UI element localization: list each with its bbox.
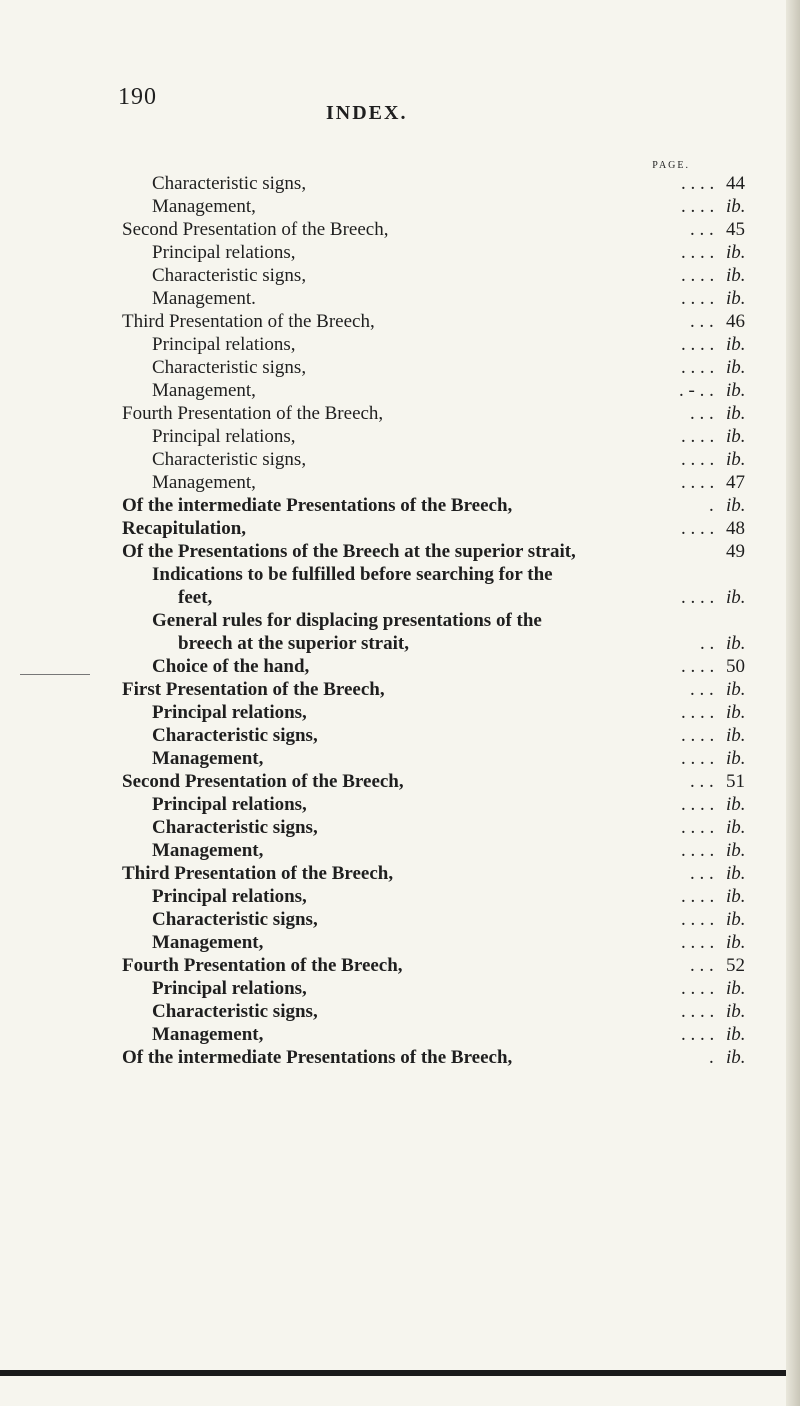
index-entry (0, 333, 800, 356)
index-entry (0, 402, 800, 425)
entry-page-number: ib. (726, 265, 746, 286)
entry-leader-dots: . . . . (681, 656, 715, 677)
index-entry (0, 977, 800, 1000)
entry-page-number: ib. (726, 449, 746, 470)
entry-page-number: ib. (726, 196, 746, 217)
entry-label: Principal relations, (152, 794, 307, 815)
entry-leader-dots: . . . . (681, 794, 715, 815)
entry-page-number: ib. (726, 334, 746, 355)
entry-leader-dots: . . . . (681, 472, 715, 493)
entry-leader-dots: . . . . (681, 449, 715, 470)
index-entry (0, 287, 800, 310)
entry-leader-dots: . . . (690, 311, 714, 332)
index-entry (0, 517, 800, 540)
entry-label: Management, (152, 932, 264, 953)
entry-page-number: ib. (726, 288, 746, 309)
entry-page-number: ib. (726, 1001, 746, 1022)
entry-label: Management, (152, 472, 256, 493)
entry-label: Choice of the hand, (152, 656, 310, 677)
page-edge (786, 0, 800, 1406)
index-entry (0, 563, 800, 586)
entry-page-number: ib. (726, 840, 746, 861)
page-number: 190 (118, 84, 157, 110)
entry-page-number: ib. (726, 1024, 746, 1045)
entry-leader-dots: . . . . (681, 817, 715, 838)
entry-label: Principal relations, (152, 702, 307, 723)
entry-page-number: 52 (726, 955, 745, 976)
entry-leader-dots: . . . (690, 219, 714, 240)
entry-label: Second Presentation of the Breech, (122, 219, 389, 240)
entry-label: Characteristic signs, (152, 265, 307, 286)
entry-page-number: 47 (726, 472, 745, 493)
entry-page-number: ib. (726, 886, 746, 907)
index-entry (0, 816, 800, 839)
entry-leader-dots: . . . (690, 771, 714, 792)
entry-label: Characteristic signs, (152, 909, 318, 930)
entry-leader-dots: . . . (690, 403, 714, 424)
entry-leader-dots: . . . . (681, 334, 715, 355)
entry-page-number: ib. (726, 702, 746, 723)
entry-page-number: 48 (726, 518, 745, 539)
entry-label: Principal relations, (152, 242, 296, 263)
entry-label: General rules for displacing presentations of the (152, 610, 542, 631)
index-entry (0, 885, 800, 908)
entry-label: Management, (152, 196, 256, 217)
entry-page-number: ib. (726, 932, 746, 953)
index-entry (0, 862, 800, 885)
entry-page-number: ib. (726, 909, 746, 930)
entry-leader-dots: . (709, 495, 714, 516)
entry-page-number: ib. (726, 633, 746, 654)
index-entry (0, 195, 800, 218)
index-entry (0, 793, 800, 816)
index-entry (0, 310, 800, 333)
entry-page-number: ib. (726, 863, 746, 884)
entry-label: Characteristic signs, (152, 725, 318, 746)
entry-leader-dots: . . . . (681, 518, 715, 539)
entry-leader-dots: . . . . (681, 196, 715, 217)
entry-leader-dots: . . . . (681, 242, 715, 263)
index-entry (0, 1000, 800, 1023)
entry-label: Principal relations, (152, 886, 307, 907)
entry-leader-dots: . (709, 1047, 714, 1068)
entry-label: Indications to be fulfilled before searching for the (152, 564, 553, 585)
entry-label: Principal relations, (152, 334, 296, 355)
entry-label: Characteristic signs, (152, 449, 307, 470)
entry-page-number: ib. (726, 495, 746, 516)
bottom-rule (0, 1370, 786, 1376)
entry-label: breech at the superior strait, (178, 633, 409, 654)
index-entry (0, 448, 800, 471)
entry-leader-dots: . . . . (681, 840, 715, 861)
index-entry (0, 379, 800, 402)
margin-pencil-mark (20, 674, 90, 683)
entry-label: Management, (152, 748, 264, 769)
entry-page-number: ib. (726, 1047, 746, 1068)
index-entry (0, 931, 800, 954)
entry-leader-dots: . . . . (681, 357, 715, 378)
entry-label: Recapitulation, (122, 518, 247, 539)
page-column-header: PAGE. (652, 160, 690, 171)
entry-page-number: 49 (726, 541, 745, 562)
entry-leader-dots: . . . . (681, 587, 715, 608)
entry-leader-dots: . . . . (681, 426, 715, 447)
entry-leader-dots: . . . . (681, 886, 715, 907)
entry-label: Management, (152, 1024, 264, 1045)
entry-label: Principal relations, (152, 978, 307, 999)
entry-label: Characteristic signs, (152, 817, 318, 838)
index-entry (0, 747, 800, 770)
running-head: INDEX. (326, 102, 408, 124)
entry-page-number: ib. (726, 978, 746, 999)
entry-page-number: ib. (726, 403, 746, 424)
entry-leader-dots: . . (700, 633, 715, 654)
entry-page-number: 50 (726, 656, 745, 677)
index-entry (0, 632, 800, 655)
entry-label: Fourth Presentation of the Breech, (122, 403, 384, 424)
entry-label: Of the intermediate Presentations of the Breech, (122, 1047, 513, 1068)
entry-leader-dots: . . . (690, 955, 714, 976)
entry-label: Management. (152, 288, 256, 309)
index-entries (0, 172, 800, 1069)
index-entry (0, 839, 800, 862)
index-entry (0, 724, 800, 747)
entry-page-number: 51 (726, 771, 745, 792)
entry-leader-dots: . . . . (681, 909, 715, 930)
entry-label: Fourth Presentation of the Breech, (122, 955, 403, 976)
entry-page-number: ib. (726, 725, 746, 746)
entry-label: Of the intermediate Presentations of the Breech, (122, 495, 513, 516)
entry-page-number: ib. (726, 748, 746, 769)
entry-leader-dots: . . . . (681, 702, 715, 723)
index-entry (0, 908, 800, 931)
entry-label: Second Presentation of the Breech, (122, 771, 404, 792)
entry-page-number: ib. (726, 357, 746, 378)
index-entry (0, 586, 800, 609)
entry-page-number: ib. (726, 817, 746, 838)
index-entry (0, 241, 800, 264)
entry-leader-dots: . . . . (681, 978, 715, 999)
index-entry (0, 701, 800, 724)
entry-label: Characteristic signs, (152, 357, 307, 378)
entry-label: Management, (152, 380, 256, 401)
index-entry (0, 1023, 800, 1046)
entry-page-number: 45 (726, 219, 745, 240)
entry-leader-dots: . - . . (679, 380, 714, 401)
index-entry (0, 218, 800, 241)
entry-label: First Presentation of the Breech, (122, 679, 385, 700)
entry-page-number: ib. (726, 679, 746, 700)
entry-page-number: 44 (726, 173, 745, 194)
entry-label: Characteristic signs, (152, 1001, 318, 1022)
entry-page-number: ib. (726, 426, 746, 447)
entry-leader-dots: . . . . (681, 725, 715, 746)
entry-page-number: ib. (726, 242, 746, 263)
entry-label: Third Presentation of the Breech, (122, 863, 394, 884)
entry-label: Characteristic signs, (152, 173, 307, 194)
entry-leader-dots: . . . (690, 679, 714, 700)
entry-page-number: ib. (726, 794, 746, 815)
index-entry (0, 678, 800, 701)
entry-page-number: 46 (726, 311, 745, 332)
index-entry (0, 655, 800, 678)
entry-label: Principal relations, (152, 426, 296, 447)
index-entry (0, 1046, 800, 1069)
entry-label: Of the Presentations of the Breech at the superior strait, (122, 541, 576, 562)
entry-leader-dots: . . . . (681, 748, 715, 769)
entry-leader-dots: . . . . (681, 265, 715, 286)
entry-leader-dots: . . . . (681, 1001, 715, 1022)
entry-leader-dots: . . . . (681, 173, 715, 194)
index-entry (0, 609, 800, 632)
index-entry (0, 172, 800, 195)
entry-leader-dots: . . . (690, 863, 714, 884)
entry-label: feet, (178, 587, 213, 608)
entry-label: Third Presentation of the Breech, (122, 311, 375, 332)
index-entry (0, 425, 800, 448)
entry-page-number: ib. (726, 587, 746, 608)
index-entry (0, 540, 800, 563)
index-entry (0, 264, 800, 287)
entry-leader-dots: . . . . (681, 932, 715, 953)
entry-page-number: ib. (726, 380, 746, 401)
entry-leader-dots: . . . . (681, 1024, 715, 1045)
index-entry (0, 954, 800, 977)
entry-label: Management, (152, 840, 264, 861)
index-entry (0, 770, 800, 793)
index-entry (0, 494, 800, 517)
entry-leader-dots: . . . . (681, 288, 715, 309)
index-entry (0, 471, 800, 494)
index-entry (0, 356, 800, 379)
